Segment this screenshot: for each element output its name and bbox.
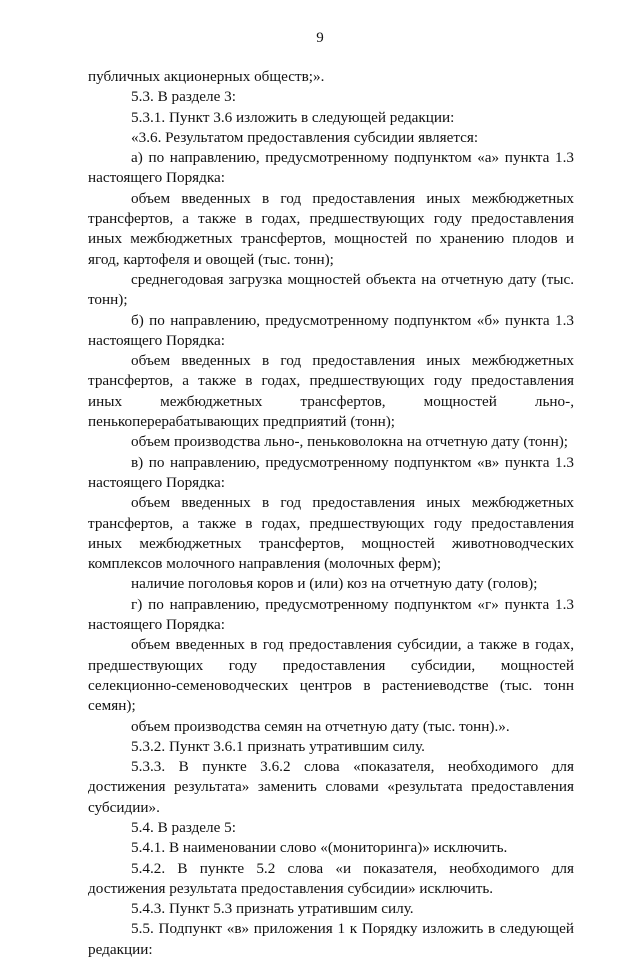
paragraph: объем введенных в год предоставления субсидии, а также в годах, предшествующих году предоставления субсидии, мощностей селекционно-семеноводческих центров в растениеводстве (тыс. тонн семян);: [88, 636, 574, 715]
section-heading: 5.3. В разделе 3:: [131, 88, 236, 106]
paragraph: г) по направлению, предусмотренному подпунктом «г» пункта 1.3 настоящего Порядка:: [88, 595, 574, 634]
paragraph: объем введенных в год предоставления иных межбюджетных трансфертов, а также в годах, предшествующих году предоставления иных межбюджетных трансфертов, мощностей льно-, пенькоперерабатывающих предприятий (тонн);: [88, 352, 574, 431]
paragraph: объем введенных в год предоставления иных межбюджетных трансфертов, а также в годах, предшествующих году предоставления иных межбюджетных трансфертов, мощностей по хранению плодов и ягод, картофеля и овощей (тыс. тонн);: [88, 189, 574, 268]
paragraph: в) по направлению, предусмотренному подпунктом «в» пункта 1.3 настоящего Порядка:: [88, 453, 574, 491]
page-number: 9: [316, 30, 324, 46]
paragraph: 5.4.2. В пункте 5.2 слова «и показателя, необходимого для достижения результата предоставления субсидии» исключить.: [88, 859, 574, 897]
paragraph: объем производства льно-, пеньковолокна на отчетную дату (тонн);: [131, 433, 569, 451]
paragraph: объем производства семян на отчетную дату (тыс. тонн).».: [131, 717, 510, 735]
paragraph: «3.6. Результатом предоставления субсидии является:: [131, 128, 479, 146]
paragraph: 5.3.1. Пункт 3.6 изложить в следующей редакции:: [131, 108, 455, 126]
paragraph: наличие поголовья коров и (или) коз на отчетную дату (голов);: [131, 575, 538, 593]
paragraph: б) по направлению, предусмотренному подпунктом «б» пункта 1.3 настоящего Порядка:: [88, 311, 574, 349]
paragraph: объем введенных в год предоставления иных межбюджетных трансфертов, а также в годах, предшествующих году предоставления иных межбюджетных трансфертов, мощностей животноводческих комплексов молочного направления (молочных ферм);: [88, 494, 574, 573]
document-body: [88, 67, 574, 960]
paragraph: 5.3.3. В пункте 3.6.2 слова «показателя, необходимого для достижения результата» заменить словами «результата предоставления субсидии».: [88, 758, 574, 816]
paragraph: публичных акционерных обществ;».: [88, 68, 325, 85]
paragraph: 5.3.2. Пункт 3.6.1 признать утратившим силу.: [131, 737, 425, 755]
paragraph: среднегодовая загрузка мощностей объекта на отчетную дату (тыс. тонн);: [88, 270, 574, 309]
section-heading: 5.4. В разделе 5:: [131, 818, 236, 836]
paragraph: 5.5. Подпункт «в» приложения 1 к Порядку изложить в следующей редакции:: [88, 920, 574, 958]
paragraph: а) по направлению, предусмотренному подпунктом «а» пункта 1.3 настоящего Порядка:: [88, 149, 574, 187]
paragraph: 5.4.3. Пункт 5.3 признать утратившим силу.: [131, 900, 414, 918]
paragraph: 5.4.1. В наименовании слово «(мониторинга)» исключить.: [131, 839, 508, 857]
